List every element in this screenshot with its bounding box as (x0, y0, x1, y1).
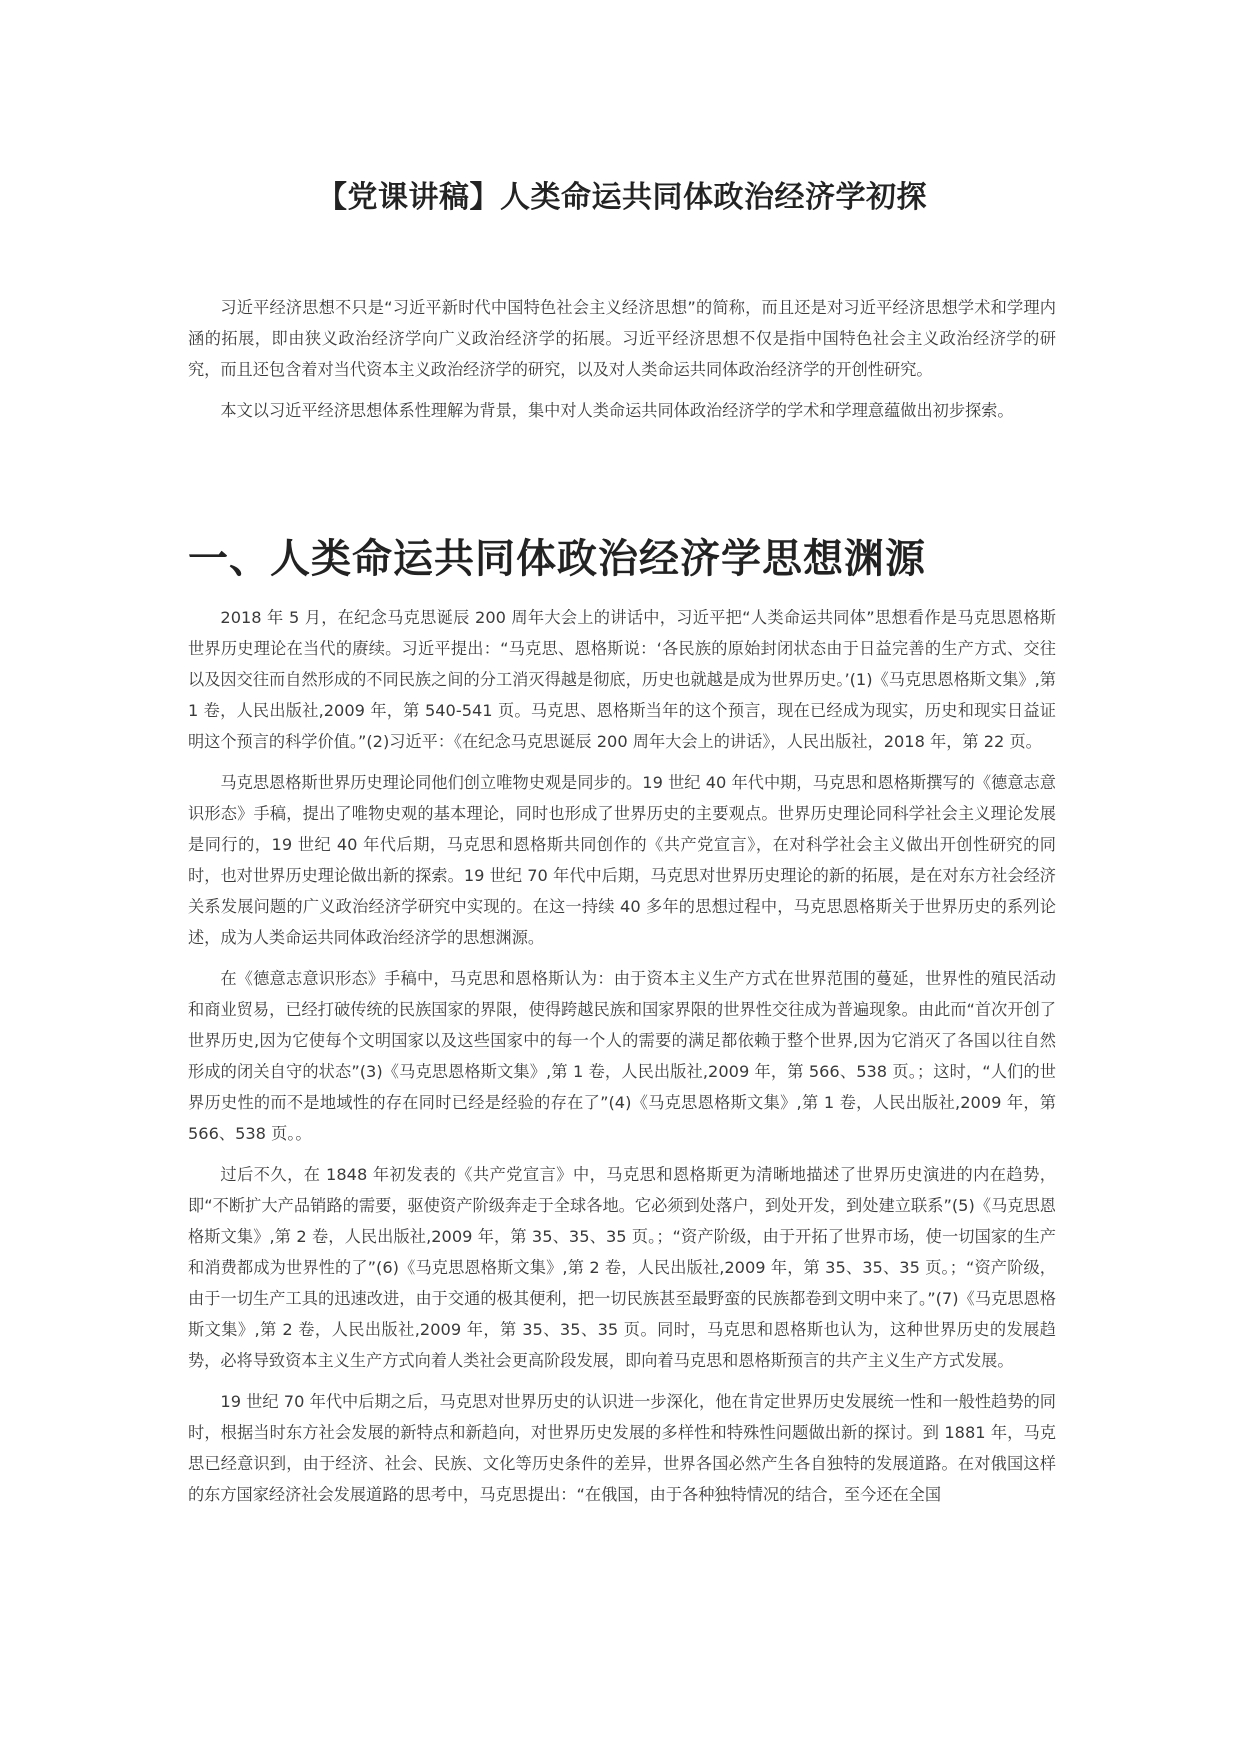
body-paragraph: 2018 年 5 月，在纪念马克思诞辰 200 周年大会上的讲话中，习近平把“人类命运共同体”思想看作是马克思恩格斯世界历史理论在当代的赓续。习近平提出：“马克思、恩格斯说：‘各民族的原始封闭状态由于日益完善的生产方式、交往以及因交往而自然形成的不同民族之间的分工消灭得越是彻底，历史也就越是成为世界历史。’(1)《马克思恩格斯文集》,第 1 卷，人民出版社,2009 年，第 540-541 页。马克思、恩格斯当年的这个预言，现在已经成为现实，历史和现实日益证明这个预言的科学价值。”(2)习近平：《在纪念马克思诞辰 200 周年大会上的讲话》，人民出版社，2018 年，第 22 页。 (188, 608, 1056, 751)
body-paragraph: 马克思恩格斯世界历史理论同他们创立唯物史观是同步的。19 世纪 40 年代中期，马克思和恩格斯撰写的《德意志意识形态》手稿，提出了唯物史观的基本理论，同时也形成了世界历史的主要观点。世界历史理论同科学社会主义理论发展是同行的，19 世纪 40 年代后期，马克思和恩格斯共同创作的《共产党宣言》，在对科学社会主义做出开创性研究的同时，也对世界历史理论做出新的探索。19 世纪 70 年代中后期，马克思对世界历史理论的新的拓展，是在对东方社会经济关系发展问题的广义政治经济学研究中实现的。在这一持续 40 多年的思想过程中，马克思恩格斯关于世界历史的系列论述，成为人类命运共同体政治经济学的思想渊源。 (188, 773, 1056, 947)
intro-block (188, 292, 1056, 436)
body-paragraph: 19 世纪 70 年代中后期之后，马克思对世界历史的认识进一步深化，他在肯定世界历史发展统一性和一般性趋势的同时，根据当时东方社会发展的新特点和新趋向，对世界历史发展的多样性和特殊性问题做出新的探讨。到 1881 年，马克思已经意识到，由于经济、社会、民族、文化等历史条件的差异，世界各国必然产生各自独特的发展道路。在对俄国这样的东方国家经济社会发展道路的思考中，马克思提出：“在俄国，由于各种独特情况的结合，至今还在全国 (188, 1392, 1056, 1504)
intro-paragraph: 习近平经济思想不只是“习近平新时代中国特色社会主义经济思想”的简称，而且还是对习近平经济思想学术和学理内涵的拓展，即由狭义政治经济学向广义政治经济学的拓展。习近平经济思想不仅是指中国特色社会主义政治经济学的研究，而且还包含着对当代资本主义政治经济学的研究，以及对人类命运共同体政治经济学的开创性研究。 (188, 298, 1056, 379)
section-1 (188, 530, 1056, 1520)
body-paragraph: 过后不久，在 1848 年初发表的《共产党宣言》中，马克思和恩格斯更为清晰地描述了世界历史演进的内在趋势，即“不断扩大产品销路的需要，驱使资产阶级奔走于全球各地。它必须到处落户，到处开发，到处建立联系”(5)《马克思恩格斯文集》,第 2 卷，人民出版社,2009 年，第 35、35、35 页。；“资产阶级，由于开拓了世界市场，使一切国家的生产和消费都成为世界性的了”(6)《马克思恩格斯文集》,第 2 卷，人民出版社,2009 年，第 35、35、35 页。；“资产阶级，由于一切生产工具的迅速改进，由于交通的极其便利，把一切民族甚至最野蛮的民族都卷到文明中来了。”(7)《马克思恩格斯文集》,第 2 卷，人民出版社,2009 年，第 35、35、35 页。同时，马克思和恩格斯也认为，这种世界历史的发展趋势，必将导致资本主义生产方式向着人类社会更高阶段发展，即向着马克思和恩格斯预言的共产主义生产方式发展。 (188, 1165, 1056, 1370)
section-heading: 一、人类命运共同体政治经济学思想渊源 (188, 536, 926, 582)
intro-paragraph: 本文以习近平经济思想体系性理解为背景，集中对人类命运共同体政治经济学的学术和学理意蕴做出初步探索。 (220, 401, 1014, 420)
document-title: 【党课讲稿】人类命运共同体政治经济学初探 (317, 180, 927, 215)
body-paragraph: 在《德意志意识形态》手稿中，马克思和恩格斯认为：由于资本主义生产方式在世界范围的蔓延，世界性的殖民活动和商业贸易，已经打破传统的民族国家的界限，使得跨越民族和国家界限的世界性交往成为普遍现象。由此而“首次开创了世界历史,因为它使每个文明国家以及这些国家中的每一个人的需要的满足都依赖于整个世界,因为它消灭了各国以往自然形成的闭关自守的状态”(3)《马克思恩格斯文集》,第 1 卷，人民出版社,2009 年，第 566、538 页。；这时，“人们的世界历史性的而不是地域性的存在同时已经是经验的存在了”(4)《马克思恩格斯文集》,第 1 卷，人民出版社,2009 年，第 566、538 页。。 (188, 969, 1056, 1143)
